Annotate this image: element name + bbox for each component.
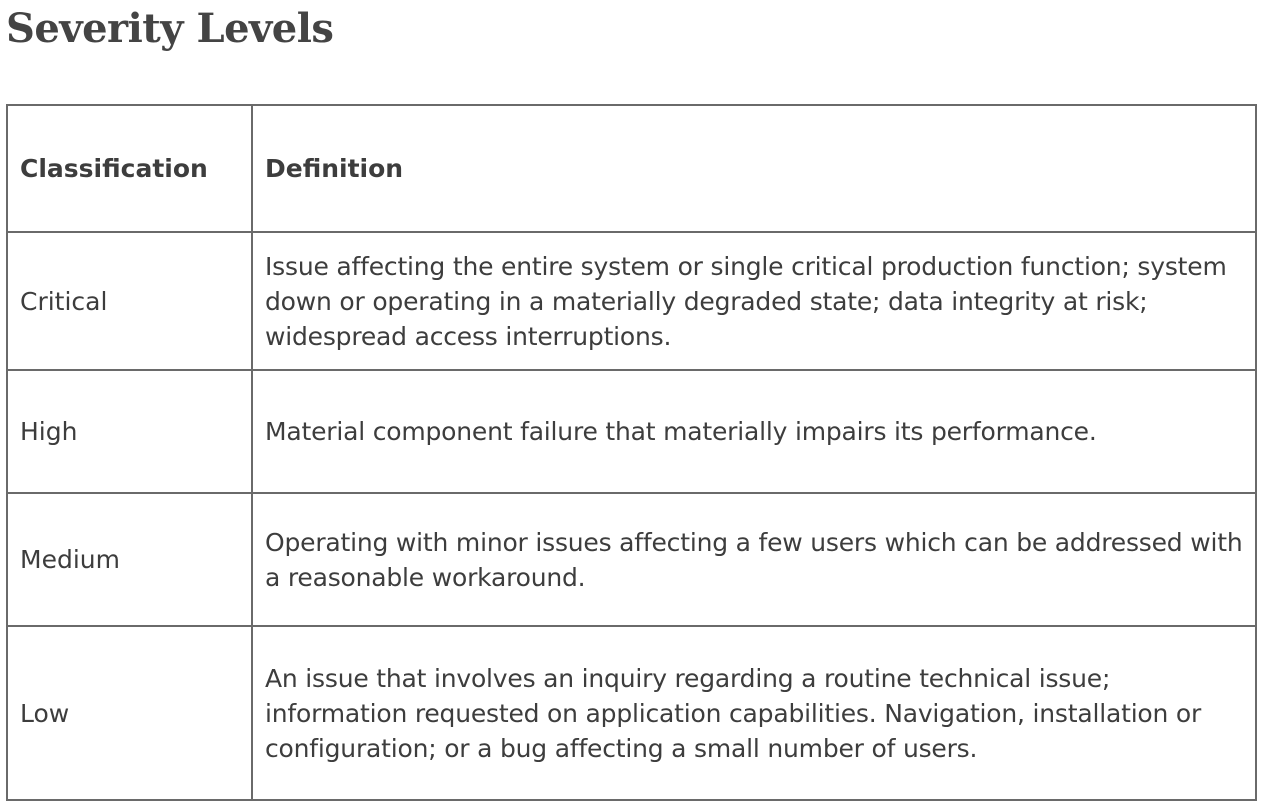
header-classification: Classification [7, 105, 252, 232]
header-definition: Definition [252, 105, 1256, 232]
table-row [7, 370, 1256, 493]
table-header-row [7, 105, 1256, 232]
definition-cell: Issue affecting the entire system or single critical production function; system down or operating in a materially degraded state; data integrity at risk; widespread access interruptions. [252, 232, 1256, 370]
classification-cell: Low [7, 626, 252, 800]
severity-levels-table [6, 104, 1257, 801]
classification-cell: High [7, 370, 252, 493]
definition-cell: Operating with minor issues affecting a few users which can be addressed with a reasonable workaround. [252, 493, 1256, 626]
definition-cell: Material component failure that materially impairs its performance. [252, 370, 1256, 493]
table-row [7, 626, 1256, 800]
classification-cell: Critical [7, 232, 252, 370]
table-row [7, 493, 1256, 626]
classification-cell: Medium [7, 493, 252, 626]
definition-cell: An issue that involves an inquiry regarding a routine technical issue; information requested on application capabilities. Navigation, installation or configuration; or a bug affecting a small number of users. [252, 626, 1256, 800]
page-title: Severity Levels [6, 5, 334, 52]
table-row [7, 232, 1256, 370]
